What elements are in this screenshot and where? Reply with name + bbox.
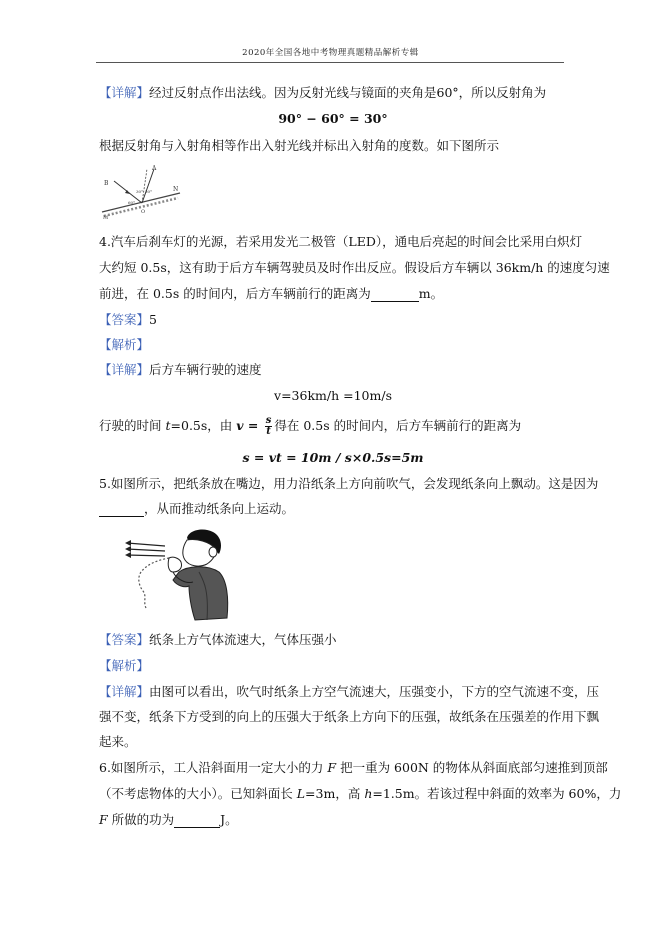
reflected-ray <box>142 169 154 203</box>
label-o: O <box>141 209 146 215</box>
q6-l2-pre: （不考虑物体的大小）。已知斜面长 <box>99 786 297 801</box>
q6-l2-post: =1.5m。若该过程中斜面的效率为 60%，力 <box>372 786 622 801</box>
label-b: B <box>104 180 109 187</box>
detail-paragraph-1 <box>99 85 546 101</box>
s-over-t-fraction <box>265 416 273 437</box>
arrow-head-2 <box>125 546 131 552</box>
h-symbol: h <box>364 786 373 801</box>
q4-line-3-pre: 前进，在 0.5s 的时间内，后方车辆前行的距离为 <box>99 286 371 301</box>
air-arrow-2 <box>127 549 165 551</box>
f-symbol: F <box>99 812 108 827</box>
detail-text: 由图可以看出，吹气时纸条上方空气流速大，压强变小，下方的空气流速不变，压 <box>149 684 600 699</box>
arrow-head-3 <box>125 552 131 558</box>
q4-answer <box>99 312 157 328</box>
air-arrow-1 <box>127 543 165 546</box>
q4-detail <box>99 362 262 378</box>
q4-speed-eq: v=36km/h =10m/s <box>274 388 392 403</box>
label-n: N <box>173 186 179 193</box>
detail-tag: 【详解】 <box>99 684 150 699</box>
arrow-head-1 <box>125 540 131 546</box>
q5-line-2 <box>99 501 294 517</box>
q5-analysis-tag: 【解析】 <box>99 658 150 673</box>
fraction-denominator: t <box>266 426 271 437</box>
answer-value: 纸条上方气体流速大，气体压强小 <box>149 632 337 647</box>
detail-tag: 【详解】 <box>99 85 150 100</box>
detail-text: 后方车辆行驶的速度 <box>149 362 262 377</box>
normal-line <box>142 169 147 203</box>
q6-l3-post: J。 <box>220 812 238 827</box>
angle-label-30b: 30° <box>145 189 153 194</box>
q6-l1-post: 把一重为 600N 的物体从斜面底部匀速推到顶部 <box>336 760 608 775</box>
q5-answer <box>99 632 337 648</box>
label-a: A <box>152 165 157 172</box>
q4-line-3 <box>99 286 443 302</box>
conclusion-text: 根据反射角与入射角相等作出入射光线并标出入射角的度数。如下图所示 <box>99 138 500 153</box>
answer-tag: 【答案】 <box>99 312 150 327</box>
q6-l2-mid: =3m，高 <box>305 786 365 801</box>
q6-line-2 <box>99 786 621 802</box>
q5-detail-1 <box>99 684 599 700</box>
page-header: 2020年全国各地中考物理真题精品解析专辑 <box>242 48 419 58</box>
hands <box>168 557 181 572</box>
q6-answer-blank <box>174 814 220 828</box>
q5-detail-2: 强不变，纸条下方受到的向上的压强大于纸条上方向下的压强，故纸条在压强差的作用下飘 <box>99 709 600 724</box>
time-post: 得在 0.5s 的时间内，后方车辆前行的距离为 <box>274 418 522 433</box>
angle-label-30a: 30° <box>136 189 144 194</box>
eq-sign: = <box>243 418 263 433</box>
ear <box>209 547 217 557</box>
time-var: t <box>165 418 171 433</box>
q6-line-1 <box>99 760 608 776</box>
q4-line-2: 大约短 0.5s，这有助于后方车辆驾驶员及时作出反应。假设后方车辆以 36km/h 的速度匀速 <box>99 260 610 275</box>
q6-l3-pre: 所做的功为 <box>107 812 175 827</box>
q5-line-2-post: ，从而推动纸条向上运动。 <box>144 501 295 516</box>
q4-line-1: 4.汽车后刹车灯的光源，若采用发光二极管（LED），通电后亮起的时间会比采用白炽灯 <box>99 234 583 249</box>
angle-label-60: 60° <box>128 200 136 205</box>
fraction-numerator: s <box>265 415 272 426</box>
l-symbol: L <box>296 786 306 801</box>
v-symbol: v <box>236 418 244 433</box>
q4-line-3-post: m。 <box>418 286 444 301</box>
q4-analysis-tag: 【解析】 <box>99 337 150 352</box>
q5-detail-3: 起来。 <box>99 734 137 749</box>
q6-l1-pre: 6.如图所示，工人沿斜面用一定大小的力 <box>99 760 328 775</box>
reflection-diagram <box>100 163 182 221</box>
q4-answer-blank <box>371 288 419 302</box>
paper-strip <box>139 558 169 608</box>
blowing-paper-figure <box>103 528 231 623</box>
detail-text: 经过反射点作出法线。因为反射光线与镜面的夹角是60°，所以反射角为 <box>149 85 547 100</box>
time-mid: =0.5s，由 <box>170 418 237 433</box>
q5-answer-blank <box>99 503 144 517</box>
q5-line-1: 5.如图所示，把纸条放在嘴边，用力沿纸条上方向前吹气，会发现纸条向上飘动。这是因为 <box>99 476 599 491</box>
time-pre: 行驶的时间 <box>99 418 166 433</box>
angle-formula: 90° − 60° = 30° <box>278 111 388 126</box>
q4-distance-eq: s = vt = 10m / s×0.5s=5m <box>242 450 424 465</box>
detail-tag: 【详解】 <box>99 362 150 377</box>
answer-tag: 【答案】 <box>99 632 150 647</box>
header-rule <box>96 62 564 63</box>
air-arrow-3 <box>127 555 165 556</box>
f-symbol: F <box>327 760 337 775</box>
q4-time-line <box>99 416 521 437</box>
label-m: M <box>103 215 109 221</box>
q6-line-3 <box>99 812 238 828</box>
answer-value: 5 <box>149 312 157 327</box>
